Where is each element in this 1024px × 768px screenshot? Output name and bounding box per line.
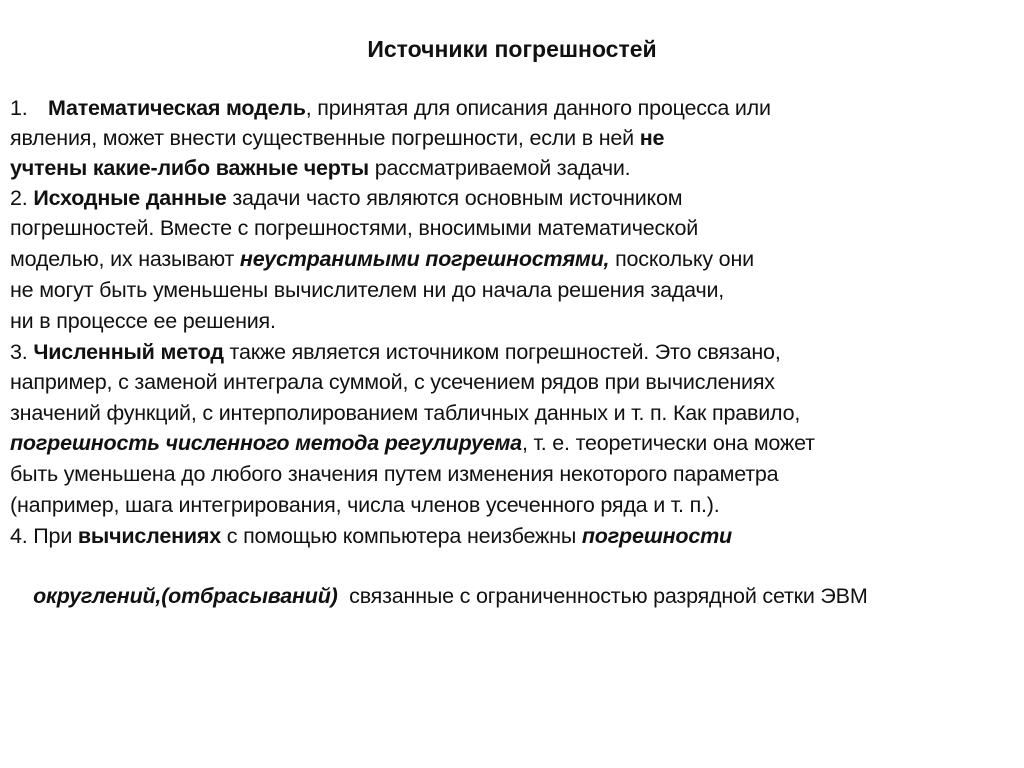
text-run: например, с заменой интеграла суммой, с усечением рядов при вычислениях bbox=[10, 370, 775, 394]
text-line-15 bbox=[10, 521, 732, 551]
list-number-4: 4. При bbox=[10, 524, 78, 548]
text-line-8 bbox=[10, 306, 276, 336]
list-number-1: 1. bbox=[10, 96, 28, 120]
text-line-14 bbox=[10, 490, 720, 520]
emphasis-important-features: учтены какие-либо важные черты bbox=[10, 156, 369, 180]
text-run: не могут быть уменьшены вычислителем ни до начала решения задачи, bbox=[10, 278, 725, 302]
text-run: погрешностей. Вместе с погрешностями, вносимыми математической bbox=[10, 216, 699, 240]
text-line-3 bbox=[10, 153, 630, 183]
text-run: значений функций, с интерполированием табличных данных и т. п. Как правило, bbox=[10, 401, 801, 425]
text-run: также является источником погрешностей. Это связано, bbox=[223, 340, 781, 364]
text-line-10 bbox=[10, 367, 775, 397]
list-number-2: 2. bbox=[10, 186, 34, 210]
text-run: , принятая для описания данного процесса или bbox=[305, 96, 771, 120]
text-line-1 bbox=[10, 93, 771, 123]
list-number-3: 3. bbox=[10, 340, 34, 364]
text-run: поскольку они bbox=[609, 247, 754, 271]
text-run: быть уменьшена до любого значения путем изменения некоторого параметра bbox=[10, 462, 779, 486]
text-line-7 bbox=[10, 275, 724, 305]
term-numerical-method: Численный метод bbox=[33, 340, 224, 364]
text-run: , т. е. теоретически она может bbox=[521, 431, 815, 455]
text-line-12 bbox=[10, 428, 815, 458]
text-line-6 bbox=[10, 244, 754, 274]
text-run: ни в процессе ее решения. bbox=[10, 309, 276, 333]
text-run: явления, может внести существенные погрешности, если в ней bbox=[10, 126, 640, 150]
text-line-11 bbox=[10, 398, 800, 428]
text-line-5 bbox=[10, 213, 698, 243]
term-errors: погрешности bbox=[581, 524, 732, 548]
text-run: связанные с ограниченностью разрядной сетки ЭВМ bbox=[337, 584, 868, 608]
emphasis-ne: не bbox=[639, 126, 665, 150]
term-method-error-adjustable: погрешность численного метода регулируема bbox=[10, 431, 522, 455]
text-line-2 bbox=[10, 123, 664, 153]
text-run: рассматриваемой задачи. bbox=[368, 156, 631, 180]
slide-title: Источники погрешностей bbox=[367, 36, 657, 62]
term-calculations: вычислениях bbox=[77, 524, 221, 548]
text-line-16 bbox=[10, 551, 868, 641]
term-rounding-errors: округлений,(отбрасываний) bbox=[33, 584, 338, 608]
term-math-model: Математическая модель bbox=[48, 96, 306, 120]
text-line-9 bbox=[10, 337, 781, 367]
text-line-13 bbox=[10, 459, 778, 489]
text-run: задачи часто являются основным источником bbox=[226, 186, 683, 210]
text-line-4 bbox=[10, 183, 682, 213]
term-irremovable-errors: неустранимыми погрешностями, bbox=[239, 247, 610, 271]
text-run: моделью, их называют bbox=[10, 247, 240, 271]
text-run: (например, шага интегрирования, числа членов усеченного ряда и т. п.). bbox=[10, 493, 720, 517]
term-input-data: Исходные данные bbox=[33, 186, 227, 210]
text-run: с помощью компьютера неизбежны bbox=[220, 524, 582, 548]
